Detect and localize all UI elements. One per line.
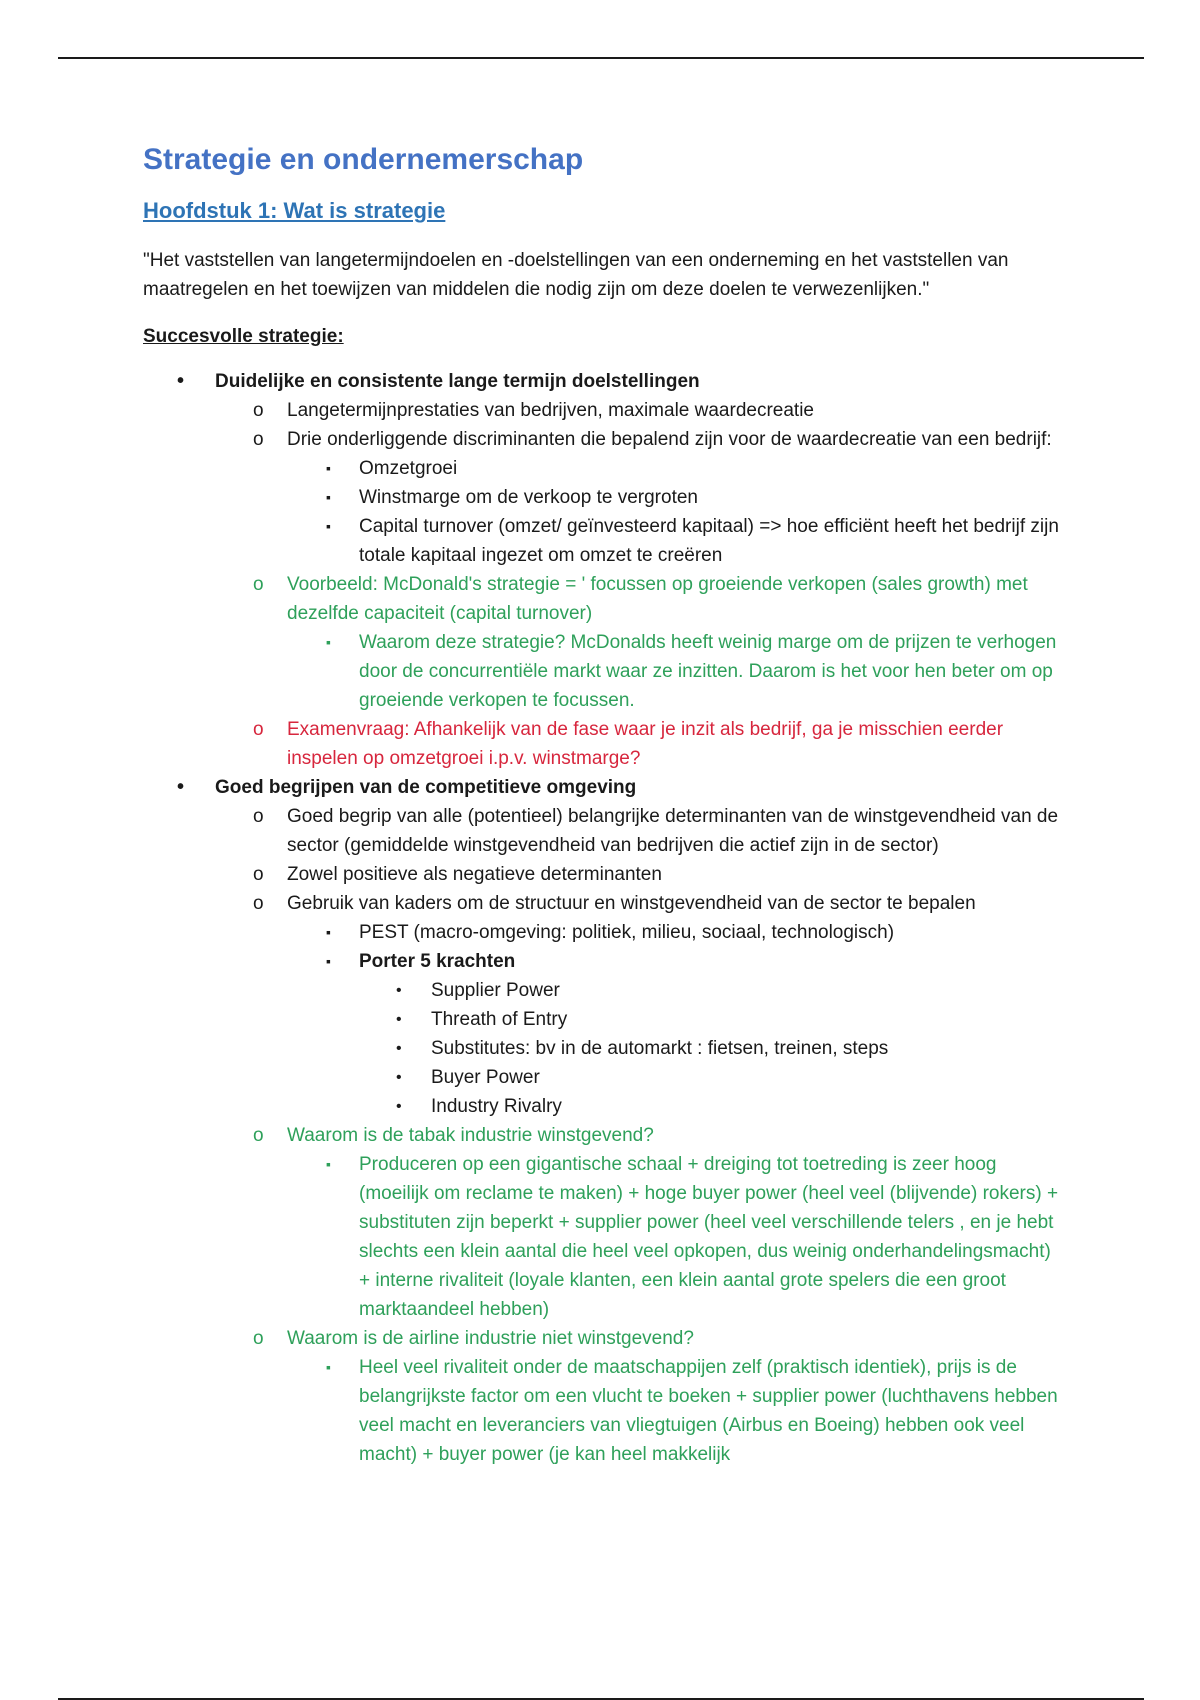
outline-item-text: Gebruik van kaders om de structuur en winstgevendheid van de sector te bepalen (287, 893, 976, 914)
bullet-disc-icon: • (396, 1069, 402, 1086)
header-rule (58, 57, 1144, 59)
outline-item-text: Goed begrip van alle (potentieel) belangrijke determinanten van de winstgevendheid van de sector (gemiddelde winstgevendheid van bedrijven die actief zijn in de sector) (287, 806, 1059, 856)
outline-item-text: Duidelijke en consistente lange termijn doelstellingen (215, 371, 700, 392)
outline-item-text: Industry Rivalry (431, 1096, 562, 1117)
outline-item-level-4 (143, 1092, 1063, 1121)
outline-item-level-3 (143, 483, 1063, 512)
outline-list (143, 367, 1063, 1469)
bullet-disc-icon: • (396, 1040, 402, 1057)
bullet-disc-icon: • (396, 1011, 402, 1028)
outline-item-level-4 (143, 976, 1063, 1005)
outline-item-level-4 (143, 1063, 1063, 1092)
bullet-circle-icon: o (253, 574, 264, 595)
outline-item-text: Zowel positieve als negatieve determinanten (287, 864, 662, 885)
outline-item-text: Porter 5 krachten (359, 951, 516, 972)
outline-item-text: PEST (macro-omgeving: politiek, milieu, sociaal, technologisch) (359, 922, 895, 943)
outline-item-level-1 (143, 773, 1063, 802)
outline-item-text: Supplier Power (431, 980, 560, 1001)
bullet-disc-icon: • (177, 370, 185, 392)
bullet-circle-icon: o (253, 1125, 264, 1146)
outline-item-text: Drie onderliggende discriminanten die bepalend zijn voor de waardecreatie van een bedrijf: (287, 429, 1052, 450)
outline-item-text: Waarom is de tabak industrie winstgevend? (287, 1125, 654, 1146)
outline-item-text: Goed begrijpen van de competitieve omgeving (215, 777, 637, 798)
bullet-disc-icon: • (396, 982, 402, 999)
outline-item-level-2 (143, 802, 1063, 860)
definition-quote: "Het vaststellen van langetermijndoelen en -doelstellingen van een onderneming en het vaststellen van maatregelen en het toewijzen van middelen die nodig zijn om deze doelen te verwezenlijken." (143, 250, 1009, 300)
outline-item-level-4 (143, 1034, 1063, 1063)
outline-item-text: Winstmarge om de verkoop te vergroten (359, 487, 698, 508)
outline-item-level-3 (143, 628, 1063, 715)
outline-item-level-2 (143, 889, 1063, 918)
bullet-square-icon: ▪ (326, 489, 331, 505)
outline-item-level-3 (143, 454, 1063, 483)
bullet-square-icon: ▪ (326, 460, 331, 476)
bullet-circle-icon: o (253, 719, 264, 740)
bullet-square-icon: ▪ (326, 1156, 331, 1172)
outline-item-level-3 (143, 918, 1063, 947)
bullet-circle-icon: o (253, 429, 264, 450)
outline-item-level-2 (143, 1121, 1063, 1150)
document-title: Strategie en ondernemerschap (143, 143, 584, 176)
outline-item-text: Omzetgroei (359, 458, 458, 479)
outline-item-text: Voorbeeld: McDonald's strategie = ' focussen op groeiende verkopen (sales growth) met dezelfde capaciteit (capital turnover) (287, 574, 1028, 624)
outline-item-text: Buyer Power (431, 1067, 540, 1088)
bullet-circle-icon: o (253, 400, 264, 421)
bullet-square-icon: ▪ (326, 634, 331, 650)
outline-item-level-2 (143, 1324, 1063, 1353)
outline-item-level-2 (143, 860, 1063, 889)
bullet-disc-icon: • (177, 776, 185, 798)
bullet-circle-icon: o (253, 806, 264, 827)
bullet-disc-icon: • (396, 1098, 402, 1115)
document-body (143, 140, 1063, 1469)
outline-item-text: Substitutes: bv in de automarkt : fietsen, treinen, steps (431, 1038, 889, 1059)
outline-item-text: Examenvraag: Afhankelijk van de fase waar je inzit als bedrijf, ga je misschien eerder inspelen op omzetgroei i.p.v. winstmarge? (287, 719, 1004, 769)
bullet-square-icon: ▪ (326, 924, 331, 940)
outline-item-level-3 (143, 1150, 1063, 1324)
outline-item-level-3 (143, 1353, 1063, 1469)
chapter-heading: Hoofdstuk 1: Wat is strategie (143, 198, 446, 223)
outline-item-level-3 (143, 512, 1063, 570)
bullet-circle-icon: o (253, 893, 264, 914)
outline-item-text: Threath of Entry (431, 1009, 568, 1030)
outline-item-level-2 (143, 715, 1063, 773)
outline-item-text: Heel veel rivaliteit onder de maatschappijen zelf (praktisch identiek), prijs is de belangrijkste factor om een vlucht te boeken + supplier power (luchthavens hebben veel macht en leveranciers van vliegtuigen (Airbus en Boeing) hebben ook veel macht) + buyer power (je kan heel makkelijk (359, 1357, 1058, 1465)
outline-item-text: Produceren op een gigantische schaal + dreiging tot toetreding is zeer hoog (moeilijk om reclame te maken) + hoge buyer power (heel veel (blijvende) rokers) + substituten zijn beperkt + supplier power (heel veel verschillende telers , en je hebt slechts een klein aantal die heel veel opkopen, dus weinig onderhandelingsmacht) + interne rivaliteit (loyale klanten, een klein aantal grote spelers die een groot marktaandeel hebben) (359, 1154, 1059, 1320)
outline-item-text: Waarom is de airline industrie niet winstgevend? (287, 1328, 694, 1349)
outline-item-text: Langetermijnprestaties van bedrijven, maximale waardecreatie (287, 400, 814, 421)
outline-item-level-4 (143, 1005, 1063, 1034)
outline-item-level-2 (143, 425, 1063, 454)
bullet-square-icon: ▪ (326, 518, 331, 534)
outline-item-level-2 (143, 570, 1063, 628)
bullet-circle-icon: o (253, 864, 264, 885)
outline-item-text: Capital turnover (omzet/ geïnvesteerd kapitaal) => hoe efficiënt heeft het bedrijf zijn totale kapitaal ingezet om omzet te creëren (359, 516, 1059, 566)
outline-item-level-2 (143, 396, 1063, 425)
section-heading: Succesvolle strategie: (143, 326, 344, 347)
bullet-square-icon: ▪ (326, 1359, 331, 1375)
outline-item-text: Waarom deze strategie? McDonalds heeft weinig marge om de prijzen te verhogen door de concurrentiële markt waar ze inzitten. Daarom is het voor hen beter om op groeiende verkopen te focussen. (359, 632, 1057, 711)
outline-item-level-3 (143, 947, 1063, 976)
outline-item-level-1 (143, 367, 1063, 396)
bullet-square-icon: ▪ (326, 953, 331, 969)
bullet-circle-icon: o (253, 1328, 264, 1349)
